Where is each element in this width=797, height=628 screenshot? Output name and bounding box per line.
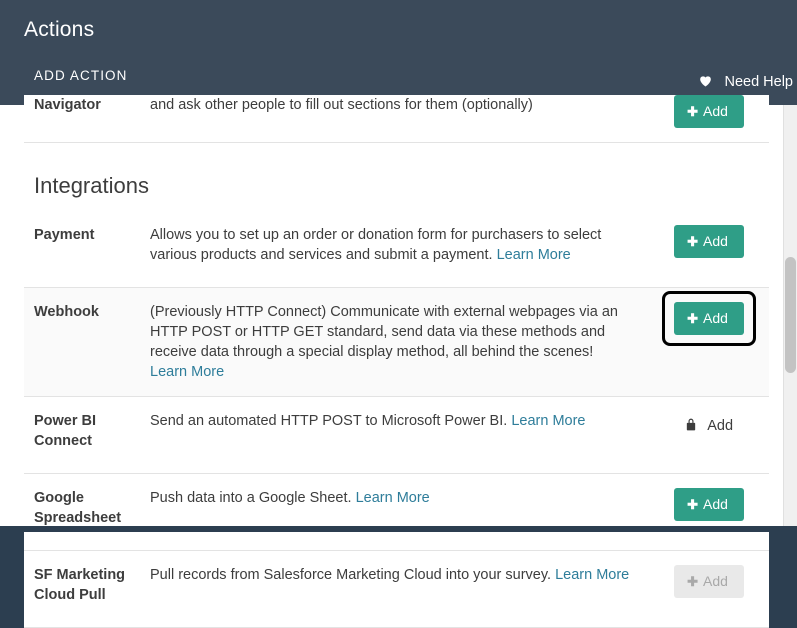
- action-description: [150, 565, 649, 585]
- add-button[interactable]: [674, 488, 744, 521]
- action-name: Payment: [34, 227, 95, 243]
- dialog-header: [0, 0, 797, 105]
- action-control: [649, 95, 769, 128]
- description-text: (Previously HTTP Connect) Communicate with external webpages via an HTTP POST or HTTP GET standard, send data via these methods and receive data through a special display method, all behind the scenes!: [150, 304, 618, 360]
- highlighted-add-wrapper: [674, 302, 744, 335]
- add-button[interactable]: [674, 565, 744, 598]
- add-button-label: Add: [702, 496, 728, 512]
- plus-icon: ✚: [687, 311, 698, 326]
- description-text: Push data into a Google Sheet.: [150, 490, 356, 506]
- add-button-label: Add: [702, 233, 728, 249]
- action-name: Power BI Connect: [34, 413, 97, 449]
- locked-add-label: Add: [707, 418, 734, 434]
- action-control: [649, 411, 769, 443]
- plus-icon: ✚: [687, 104, 698, 119]
- action-name: Webhook: [34, 304, 99, 320]
- section-title-integrations: Integrations: [34, 173, 149, 198]
- add-button[interactable]: [674, 95, 744, 128]
- table-row: [24, 551, 769, 628]
- table-row: [24, 397, 769, 474]
- description-text: Allows you to set up an order or donation form for purchasers to select various products and services and submit a payment.: [150, 227, 602, 263]
- list-item: [24, 95, 769, 143]
- actions-list: [0, 95, 797, 628]
- action-description: [150, 225, 649, 265]
- scrollbar-thumb[interactable]: [785, 257, 796, 373]
- plus-icon: ✚: [687, 497, 698, 512]
- action-description: [150, 302, 649, 382]
- learn-more-link[interactable]: Learn More: [555, 567, 630, 583]
- learn-more-link[interactable]: Learn More: [496, 247, 571, 263]
- action-control: [649, 225, 769, 258]
- learn-more-link[interactable]: Learn More: [355, 490, 430, 506]
- plus-icon: ✚: [687, 574, 698, 589]
- action-control: [649, 302, 769, 335]
- description-text: Send an automated HTTP POST to Microsoft Power BI.: [150, 413, 512, 429]
- action-description: [150, 488, 649, 508]
- add-button-label: Add: [702, 103, 728, 119]
- action-control: [649, 488, 769, 521]
- add-button[interactable]: [674, 302, 744, 335]
- action-name: Navigator: [34, 97, 101, 113]
- learn-more-link[interactable]: Learn More: [150, 364, 225, 380]
- description-text: Pull records from Salesforce Marketing Cloud into your survey.: [150, 567, 556, 583]
- tab-add-action[interactable]: ADD ACTION: [24, 61, 138, 106]
- action-description: [150, 411, 649, 431]
- page-background-strip: [0, 526, 797, 532]
- page-title: Actions: [24, 18, 95, 41]
- actions-list-scroll-area[interactable]: [0, 97, 797, 603]
- lock-icon: [685, 413, 697, 443]
- action-name: Google Spreadsheet: [34, 490, 122, 526]
- add-button-label: Add: [702, 573, 728, 589]
- table-row: [24, 474, 769, 551]
- need-help-button[interactable]: [698, 74, 793, 91]
- table-row: [24, 288, 769, 397]
- locked-add-button[interactable]: [685, 411, 733, 443]
- action-name: SF Marketing Cloud Pull: [34, 567, 126, 603]
- add-button[interactable]: [674, 225, 744, 258]
- action-control: [649, 565, 769, 598]
- scrollbar-track[interactable]: [783, 105, 797, 532]
- heart-icon: [698, 74, 713, 91]
- action-description: and ask other people to fill out sections for them (optionally): [150, 97, 533, 113]
- need-help-label: Need Help: [724, 74, 793, 90]
- learn-more-link[interactable]: Learn More: [511, 413, 586, 429]
- plus-icon: ✚: [687, 234, 698, 249]
- add-button-label: Add: [702, 310, 728, 326]
- table-row: [24, 211, 769, 288]
